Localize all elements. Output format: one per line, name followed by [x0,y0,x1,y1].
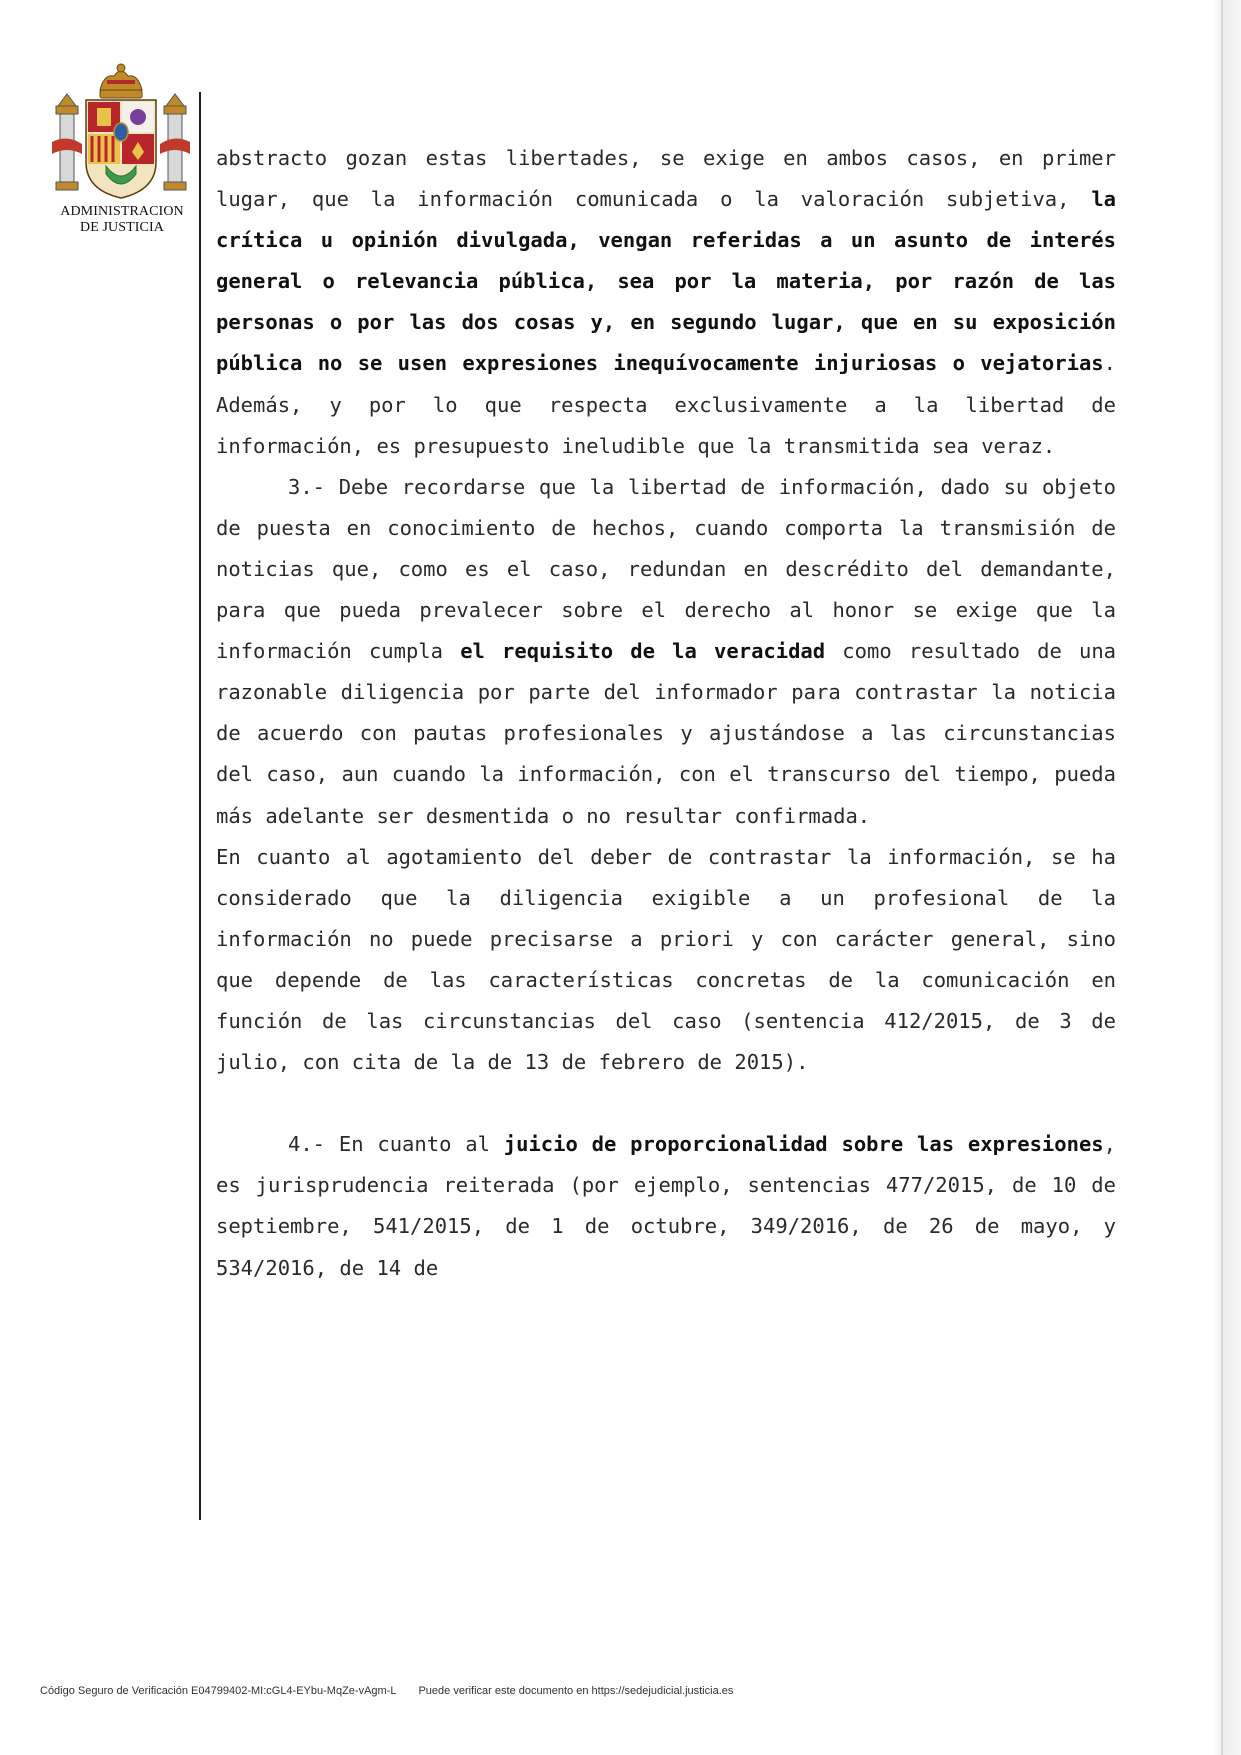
verify-link-text: Puede verificar este documento en https://sedejudicial.justicia.es [418,1685,734,1697]
paragraph-4-proportionality: 4.- En cuanto al juicio de proporcionalidad sobre las expresiones, es jurisprudencia reiterada (por ejemplo, sentencias 477/2015, de 10 de septiembre, 541/2015, de 1 de octubre, 349/2016, de 26 de mayo, y 534/2016, de 14 de [216,1132,1116,1280]
spanish-coat-of-arms-icon [52,62,190,202]
org-name-line2: DE JUSTICIA [80,220,164,235]
scan-page-edge [1213,0,1241,1755]
csv-code: Código Seguro de Verificación E04799402-MI:cGL4-EYbu-MqZe-vAgm-L [40,1685,397,1697]
emphasis-text: juicio de proporcionalidad sobre las expresiones [503,1132,1104,1157]
paragraph-3-veracity: 3.- Debe recordarse que la libertad de información, dado su objeto de puesta en conocimiento de hechos, cuando comporta la transmisión de noticias que, como es el caso, redundan en descrédito del demandante, para que pueda prevalecer sobre el derecho al honor se exige que la información cumpla el requisito de la veracidad como resultado de una razonable diligencia por parte del informador para contrastar la noticia de acuerdo con pautas profesionales y ajustándose a las circunstancias del caso, aun cuando la información, con el transcurso del tiempo, pueda más adelante ser desmentida o no resultar confirmada. [216,474,1117,828]
verification-footer [40,1685,733,1697]
paragraph-freedoms: abstracto gozan estas libertades, se exige en ambos casos, en primer lugar, que la información comunicada o la valoración subjetiva, la crítica u opinión divulgada, vengan referidas a un asunto de interés general o relevancia pública, sea por la materia, por razón de las personas o por las dos cosas y, en segundo lugar, que en su exposición pública no se usen expresiones inequívocamente injuriosas o vejatorias. Además, y por lo que respecta exclusivamente a la libertad de información, es presupuesto ineludible que la transmitida sea veraz. [216,146,1116,458]
court-logo [52,62,190,242]
paragraph-diligence: En cuanto al agotamiento del deber de contrastar la información, se ha considerado que la diligencia exigible a un profesional de la información no puede precisarse a priori y con carácter general, sino que depende de las características concretas de la comunicación en función de las circunstancias del caso (sentencia 412/2015, de 3 de julio, con cita de la de 13 de febrero de 2015). [216,844,1116,1075]
emphasis-text: el requisito de la veracidad [460,639,826,664]
org-name-line1: ADMINISTRACION [60,204,184,219]
document-body [216,138,1116,1289]
margin-rule [199,92,201,1520]
emphasis-text: la crítica u opinión divulgada, vengan referidas a un asunto de interés general o relevancia pública, sea por la materia, por razón de las personas o por las dos cosas y, en segundo lugar, que en su exposición pública no se usen expresiones inequívocamente injuriosas o vejatorias [216,187,1116,376]
